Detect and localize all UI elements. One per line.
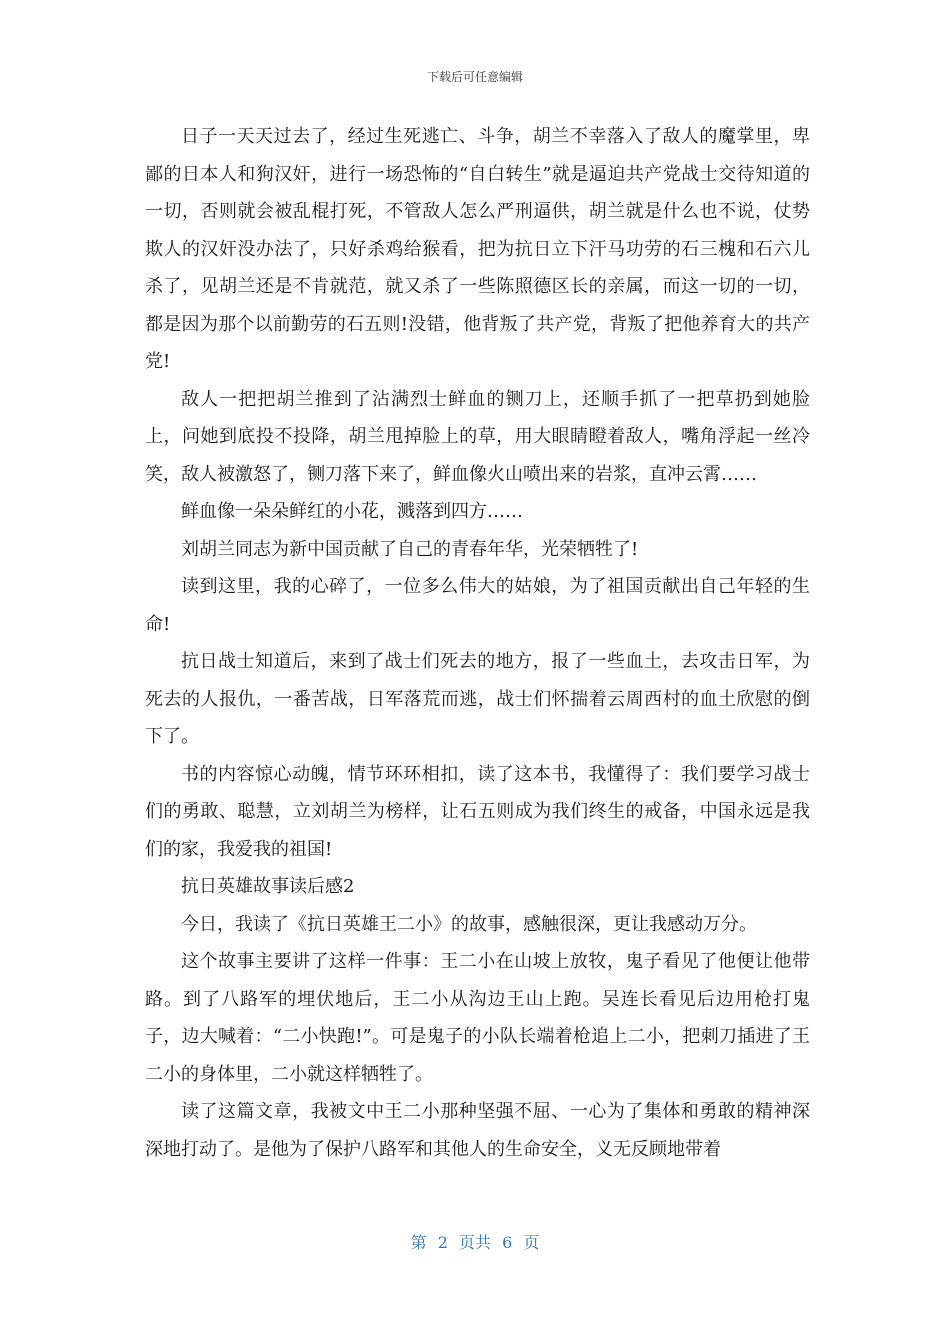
paragraph: 日子一天天过去了，经过生死逃亡、斗争，胡兰不幸落入了敌人的魔掌里，卑鄙的日本人和狗汉奸，进行一场恐怖的“自白转生”就是逼迫共产党战士交待知道的一切，否则就会被乱棍打死，不管敌人怎么严刑逼供，胡兰就是什么也不说，仗势欺人的汉奸没办法了，只好杀鸡给猴看，把为抗日立下汗马功劳的石三槐和石六儿杀了，见胡兰还是不肯就范，就又杀了一些陈照德区长的亲属，而这一切的一切，都是因为那个以前勤劳的石五则!没错，他背叛了共产党，背叛了把他养育大的共产党! (145, 126, 810, 372)
paragraph: 敌人一把把胡兰推到了沾满烈士鲜血的铡刀上，还顺手抓了一把草扔到她脸上，问她到底投不投降，胡兰甩掉脸上的草，用大眼睛瞪着敌人，嘴角浮起一丝冷笑，敌人被激怒了，铡刀落下来了，鲜血像火山喷出来的岩浆，直冲云霄…… (145, 388, 810, 485)
paragraph: 抗日战士知道后，来到了战士们死去的地方，报了一些血土，去攻击日军，为死去的人报仇，一番苦战，日军落荒而逃，战士们怀揣着云周西村的血土欣慰的倒下了。 (145, 651, 810, 747)
paragraph: 鲜血像一朵朵鲜红的小花，溅落到四方…… (181, 501, 523, 522)
paragraph: 书的内容惊心动魄，情节环环相扣，读了这本书，我懂得了：我们要学习战士们的勇敢、聪慧，立刘胡兰为榜样，让石五则成为我们终生的戒备，中国永远是我们的家，我爱我的祖国! (145, 763, 810, 860)
document-body (145, 118, 810, 1168)
page-header: 下载后可任意编辑 (426, 70, 523, 84)
paragraph: 读到这里，我的心碎了，一位多么伟大的姑娘，为了祖国贡献出自己年轻的生命! (145, 576, 810, 635)
paragraph: 读了这篇文章，我被文中王二小那种坚强不屈、一心为了集体和勇敢的精神深深地打动了。是他为了保护八路军和其他人的生命安全，义无反顾地带着 (145, 1101, 810, 1160)
paragraph: 这个故事主要讲了这样一件事：王二小在山坡上放牧，鬼子看见了他便让他带路。到了八路军的埋伏地后，王二小从沟边王山上跑。吴连长看见后边用枪打鬼子，边大喊着：“二小快跑!”。可是鬼子的小队长端着枪追上二小，把刺刀插进了王二小的身体里，二小就这样牺牲了。 (145, 951, 810, 1085)
paragraph: 今日，我读了《抗日英雄王二小》的故事，感触很深，更让我感动万分。 (181, 913, 757, 935)
page-number-footer: 第 2 页共 6 页 (410, 1233, 540, 1252)
section-title: 抗日英雄故事读后感2 (181, 876, 355, 897)
paragraph: 刘胡兰同志为新中国贡献了自己的青春年华，光荣牺牲了! (181, 538, 639, 560)
